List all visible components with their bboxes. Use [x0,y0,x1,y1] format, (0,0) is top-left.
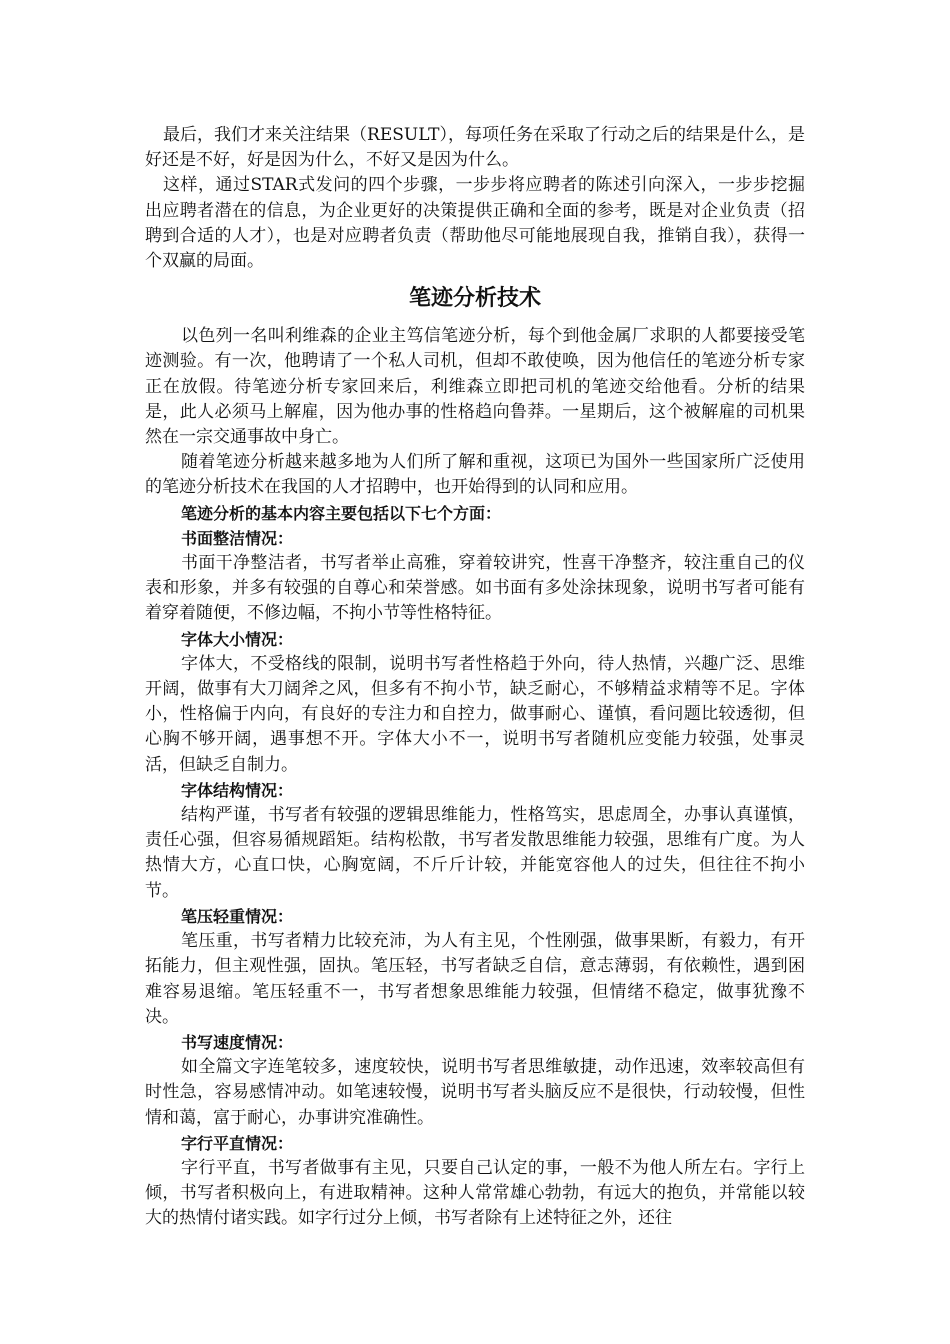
aspect-text-speed: 如全篇文字连笔较多，速度较快，说明书写者思维敏捷，动作迅速，效率较高但有时性急，容易感情冲动。如笔速较慢，说明书写者头脑反应不是很快，行动较慢，但性情和蔼，富于耐心，办事讲究准确性。 [145,1057,805,1128]
aspect-heading-speed: 书写速度情况： [181,1032,294,1052]
aspect-text-line-straightness: 字行平直，书写者做事有主见，只要自己认定的事，一般不为他人所左右。字行上倾，书写者积极向上，有进取精神。这种人常常雄心勃勃，有远大的抱负，并常能以较大的热情付诸实践。如字行过分上倾，书写者除有上述特征之外，还往 [145,1157,805,1229]
aspect-heading-structure: 字体结构情况： [181,780,294,800]
aspect-heading-pressure: 笔压轻重情况： [181,906,294,926]
intro-paragraph-star: 这样，通过STAR式发问的四个步骤，一步步将应聘者的陈述引向深入，一步步挖掘出应聘者潜在的信息，为企业更好的决策提供正确和全面的参考，既是对企业负责（招聘到合适的人才），也是对应聘者负责（帮助他尽可能地展现自我，推销自我），获得一个双赢的局面。 [145,175,805,272]
section-title: 笔迹分析技术 [408,286,541,312]
document-page [145,123,805,1232]
aspect-text-structure: 结构严谨，书写者有较强的逻辑思维能力，性格笃实，思虑周全，办事认真谨慎，责任心强，但容易循规蹈矩。结构松散，书写者发散思维能力较强，思维有广度。为人热情大方，心直口快，心胸宽阔，不斤斤计较，并能宽容他人的过失，但往往不拘小节。 [145,805,805,901]
section-paragraph-story: 以色列一名叫利维森的企业主笃信笔迹分析，每个到他金属厂求职的人都要接受笔迹测验。有一次，他聘请了一个私人司机，但却不敢使唤，因为他信任的笔迹分析专家正在放假。待笔迹分析专家回来后，利维森立即把司机的笔迹交给他看。分析的结果是，此人必须马上解雇，因为他办事的性格趋向鲁莽。一星期后，这个被解雇的司机果然在一宗交通事故中身亡。 [145,326,805,448]
aspect-heading-line-straightness: 字行平直情况： [181,1133,294,1153]
aspect-text-pressure: 笔压重，书写者精力比较充沛，为人有主见，个性刚强，做事果断，有毅力，有开拓能力，但主观性强，固执。笔压轻，书写者缺乏自信，意志薄弱，有依赖性，遇到困难容易退缩。笔压轻重不一，书写者想象思维能力较强，但情绪不稳定，做事犹豫不决。 [145,931,805,1027]
summary-heading: 笔迹分析的基本内容主要包括以下七个方面： [181,503,502,523]
aspect-heading-neatness: 书面整洁情况： [181,528,294,548]
aspect-text-size: 字体大，不受格线的限制，说明书写者性格趋于外向，待人热情，兴趣广泛、思维开阔，做事有大刀阔斧之风，但多有不拘小节，缺乏耐心，不够精益求精等不足。字体小，性格偏于内向，有良好的专注力和自控力，做事耐心、谨慎，看问题比较透彻，但心胸不够开阔，遇事想不开。字体大小不一，说明书写者随机应变能力较强，处事灵活，但缺乏自制力。 [145,653,805,775]
section-paragraph-adoption: 随着笔迹分析越来越多地为人们所了解和重视，这项已为国外一些国家所广泛使用的笔迹分析技术在我国的人才招聘中，也开始得到的认同和应用。 [145,452,805,498]
intro-paragraph-result: 最后，我们才来关注结果（RESULT），每项任务在采取了行动之后的结果是什么，是好还是不好，好是因为什么，不好又是因为什么。 [145,125,805,171]
aspect-heading-size: 字体大小情况： [181,629,294,649]
aspect-text-neatness: 书面干净整洁者，书写者举止高雅，穿着较讲究，性喜干净整齐，较注重自己的仪表和形象，并多有较强的自尊心和荣誉感。如书面有多处涂抹现象，说明书写者可能有着穿着随便，不修边幅，不拘小节等性格特征。 [145,553,805,624]
